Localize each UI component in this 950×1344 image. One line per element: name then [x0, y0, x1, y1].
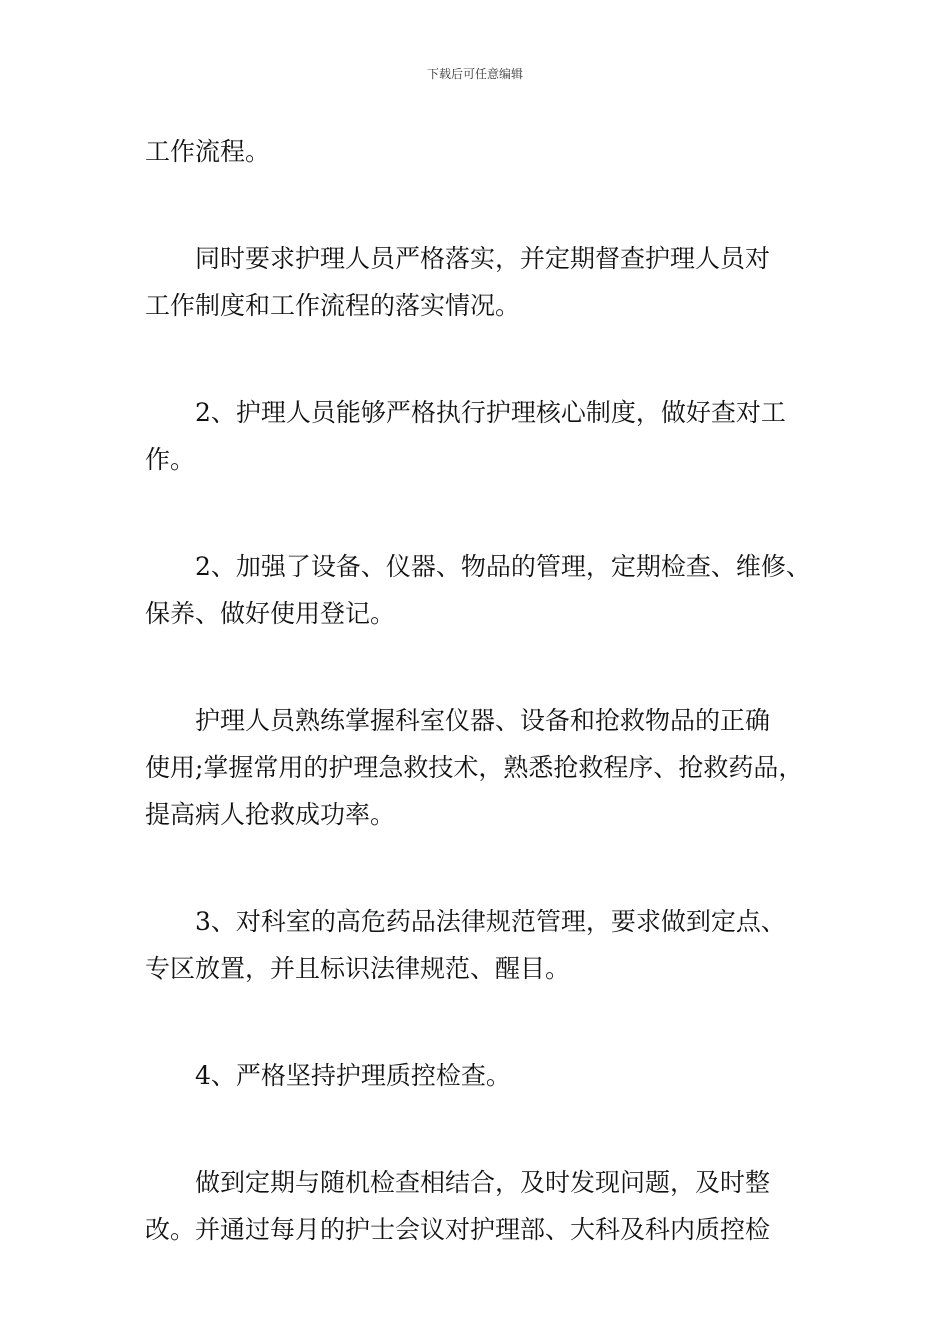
paragraph-supervision	[145, 235, 825, 329]
paragraph-equipment	[145, 543, 825, 637]
paragraph-line: 3、对科室的高危药品法律规范管理，要求做到定点、	[195, 907, 786, 936]
paragraph-line: 护理人员熟练掌握科室仪器、设备和抢救物品的正确	[195, 706, 771, 735]
page-header: 下载后可任意编辑	[426, 67, 523, 81]
paragraph-continuation	[145, 128, 825, 175]
paragraph-line: 使用;掌握常用的护理急救技术，熟悉抢救程序、抢救药品，	[145, 753, 804, 782]
paragraph-line: 同时要求护理人员严格落实，并定期督查护理人员对	[195, 244, 771, 273]
paragraph-line: 2、加强了设备、仪器、物品的管理，定期检查、维修、	[195, 552, 811, 581]
paragraph-emergency-skills	[145, 697, 825, 838]
paragraph-line: 做到定期与随机检查相结合，及时发现问题，及时整	[195, 1168, 771, 1197]
paragraph-line: 工作制度和工作流程的落实情况。	[145, 291, 521, 320]
document-body	[145, 128, 825, 1253]
paragraph-line: 工作流程。	[145, 137, 271, 166]
paragraph-line: 作。	[145, 445, 196, 474]
paragraph-line: 专区放置，并且标识法律规范、醒目。	[145, 954, 571, 983]
paragraph-line: 2、护理人员能够严格执行护理核心制度，做好查对工	[195, 398, 786, 427]
paragraph-line: 保养、做好使用登记。	[145, 599, 396, 628]
paragraph-core-system	[145, 389, 825, 483]
paragraph-high-risk-drugs	[145, 898, 825, 992]
paragraph-line: 提高病人抢救成功率。	[145, 800, 396, 829]
paragraph-line: 4、严格坚持护理质控检查。	[195, 1061, 511, 1090]
paragraph-quality-control	[145, 1052, 825, 1099]
paragraph-inspection	[145, 1159, 825, 1253]
paragraph-line: 改。并通过每月的护士会议对护理部、大科及科内质控检	[145, 1215, 771, 1244]
